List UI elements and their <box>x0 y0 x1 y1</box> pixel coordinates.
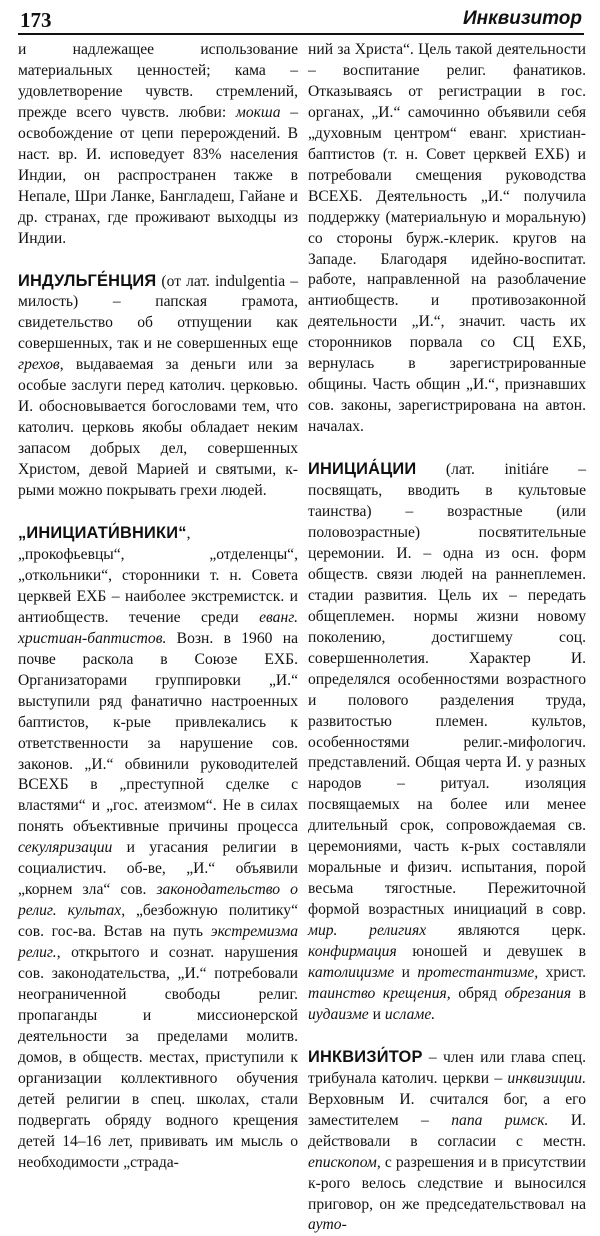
page-number: 173 <box>20 8 52 32</box>
term-baptism: таинство крещения, <box>308 984 451 1002</box>
text-run: , выдаваемая за деньги или за особые заслуги перед католич. церковью. И. обосновывается богословами тем, что католич. церковь якобы обладает неким запасом добрых дел, совершенных Христом, девой Марией и святыми, к-рыми можно покрывать грехи людей. <box>18 356 298 500</box>
term-sins: грехов <box>18 356 60 374</box>
term-catholicism: католицизме <box>308 963 395 981</box>
text-run: – освобождение от цепи перерождений. В наст. вр. И. исповедует 83% населения Индии, он распространен также в Непале, Шри Ланке, Бангладеш, Гайане и др. странах, где проживают выходцы из Индии. <box>18 103 298 247</box>
entry-hinduism-continuation <box>18 40 298 250</box>
text-run: (лат. initiáre – посвящать, вводить в культовые таинства) – возрастные (или половозрастные) посвятительные церемонии. И. – одна из осн. форм обществ. связи людей на раннеплемен. стадии развития. Цель их – передать общеплемен. нормы жизни новому поколению, достигшему соц. совершеннолетия. Характер И. определялся особенностями возрастного и полового разделения труда, развитостью племен. культов, особенностями религ.-мифологич. представлений. Общая черта И. у разных народов – ритуал. изоляция посвящаемых на более или менее длительный срок, сопровождаемая св. церемониями, часть к-рых составляли моральные и физич. испытания, порой весьма тягостные. Пережиточной формой возрастных инициаций в совр. <box>308 461 586 919</box>
text-run: – член или глава спец. трибунала католич. церкви – <box>308 1048 586 1087</box>
entry-inquisitor <box>308 1047 586 1236</box>
headword-inquisitor: ИНКВИЗИ́ТОР <box>308 1047 423 1066</box>
term-inquisition: инквизиции. <box>507 1069 586 1087</box>
text-run: обряд <box>450 984 505 1002</box>
headword-indulgence: ИНДУЛЬГЕ́НЦИЯ <box>18 271 157 290</box>
term-islam: исламе. <box>384 1005 436 1023</box>
text-run: и <box>368 1005 385 1023</box>
text-run: юношей и девушек в <box>396 943 586 961</box>
term-moksha: мокша <box>235 103 281 121</box>
term-secularization: секуляризации <box>18 839 113 857</box>
text-run: и надлежащее использование материальных ценностей; кама – удовлетворение чувств. стремлений, прежде всего чувств. любви: <box>18 41 298 121</box>
text-run: И. действовали в согласии с местн. <box>308 1111 586 1150</box>
text-run: (от лат. indulgentia – милость) – папская грамота, свидетельство об отпущении как совершенных, так и не совершенных еще <box>18 272 298 353</box>
left-column <box>18 40 298 1174</box>
entry-initiativniki <box>18 523 298 1174</box>
term-protestantism: протестантизме, <box>417 963 539 981</box>
term-world-religions: мир. религиях <box>308 922 427 940</box>
term-legislation: законодательство о религ. культах, <box>18 881 298 920</box>
text-run: и угасания религии в социалистич. об-ве, „И.“ объявили „корнем зла“ сов. <box>18 839 298 899</box>
entry-indulgence <box>18 271 298 502</box>
text-run: в <box>571 984 586 1002</box>
text-run: ний за Христа“. Цель такой деятельности – воспитание религ. фанатиков. Отказываясь от регистрации в гос. органах, „И.“ самочинно объявили себя „духовным центром“ еванг. христиан-баптистов (т. н. Совет церквей ЕХБ) и потребовали смещения руководства ВСЕХБ. Деятельность „И.“ получила поддержку (материальную и моральную) со стороны бурж.-клерик. кругов на Западе. Благодаря идейно-воспитат. работе, направленной на разоблачение антиобществ. и противозаконной деятельности „И.“, значит. часть их сторонников порвала со СЦ ЕХБ, вернулась в зарегистрированные общины. Часть общин „И.“, признавших сов. законы, зарегистрирована на автон. началах. <box>308 41 586 436</box>
text-run: „безбожную политику“ сов. гос-ва. Встав на путь <box>18 902 298 941</box>
text-run: , открытого и сознат. нарушения сов. законодательства, „И.“ потребовали неограниченной свободы религ. пропаганды и миссионерской деятельности за пределами молитв. домов, в обществ. местах, приступили к организации коллективного обучения детей религии в спец. школах, стали подвергать обряду водного крещения детей 14–16 лет, прививать им мысль о необходимости „страда- <box>18 944 298 1171</box>
text-run: Верховным И. считался бог, а его заместителем – <box>308 1090 586 1129</box>
term-judaism: иудаизме <box>308 1005 369 1023</box>
headword-initiativniki: „ИНИЦИАТИ́ВНИКИ“ <box>18 524 187 543</box>
headword-initiations: ИНИЦИА́ЦИИ <box>308 460 417 479</box>
text-run: и <box>394 963 418 981</box>
header-rule <box>18 33 584 35</box>
running-head: Инквизитор <box>462 8 582 29</box>
text-run: , „прокофьевцы“, „отделенцы“, „откольники“, сторонники т. н. Совета церквей ЕХБ – наиболее экстремистск. и антиобществ. течение среди <box>18 525 298 626</box>
term-baptists: еванг. христиан-баптистов. <box>18 608 298 647</box>
entry-initiativniki-continuation <box>308 40 586 438</box>
text-run: Возн. в 1960 на почве раскола в Союзе ЕХБ. Организаторами группировки „И.“ выступили ряд фанатично настроенных баптистов, к-рые привлекались к ответственности за нарушение сов. законов. „И.“ обвинили руководителей ВСЕХБ в „преступной сделке с властями“ и „гос. атеизмом“. Не в силах понять объективные причины процесса <box>18 629 298 836</box>
term-bishop: епископом, <box>308 1153 381 1171</box>
term-confirmation: конфирмация <box>308 943 397 961</box>
text-run: с разрешения и в присутствии к-рого велось следствие и выносился приговор, он же председательствовал на <box>308 1153 586 1213</box>
term-circumcision: обрезания <box>504 984 572 1002</box>
entry-initiations <box>308 459 586 1026</box>
term-extremism: экстремизма религ. <box>18 923 298 962</box>
page-header <box>0 0 600 40</box>
text-run: христ. <box>538 963 586 981</box>
term-pope: папа римск. <box>451 1111 549 1129</box>
text-run: являются церк. <box>426 922 586 940</box>
term-auto-da-fe: ауто- <box>308 1216 347 1234</box>
right-column <box>308 40 586 1236</box>
